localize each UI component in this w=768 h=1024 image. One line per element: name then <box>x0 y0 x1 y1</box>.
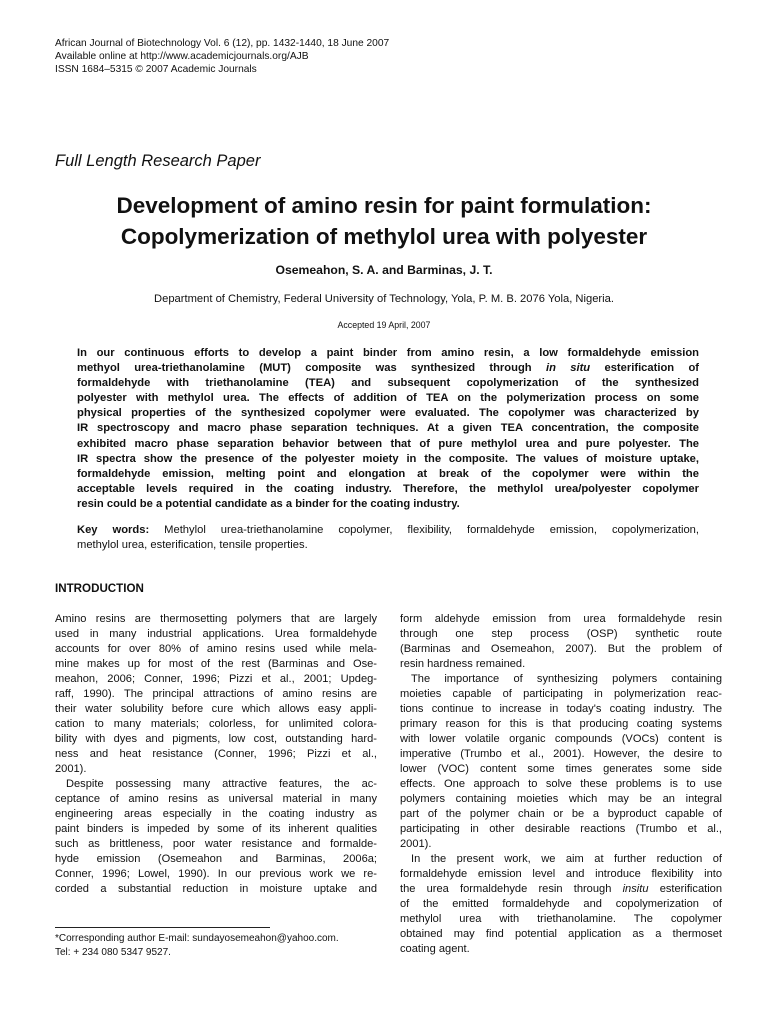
keywords-label: Key words: <box>77 524 150 536</box>
abstract <box>77 346 699 512</box>
body-line: corded a substantial reduction in moisture uptake and <box>55 883 377 895</box>
journal-url: Available online at http://www.academicjournals.org/AJB <box>55 51 309 62</box>
abstract-line: resin could be a potential candidate as a binder for the coating industry. <box>77 497 460 510</box>
abstract-line: methyol urea-triethanolamine (MUT) composite was synthesized through in situ esterification of <box>77 362 700 375</box>
paper-title <box>0 190 768 252</box>
body-line: cation to many materials; colorless, for unlimited colora- <box>55 718 377 730</box>
footnote-divider <box>55 927 270 928</box>
journal-issn: ISSN 1684–5315 © 2007 Academic Journals <box>55 64 257 75</box>
body-line: Conner, 1996; Lowel, 1990). In our previous work we re- <box>55 868 377 880</box>
section-heading-introduction: INTRODUCTION <box>55 582 144 595</box>
body-line: meahon, 2006; Conner, 1996; Pizzi et al., 2001; Updeg- <box>55 673 377 685</box>
body-line: Amino resins are thermosetting polymers that are largely <box>55 613 377 625</box>
keywords <box>77 523 699 553</box>
body-line: mine makes up for most of the rest (Barminas and Ose- <box>55 658 377 670</box>
abstract-italic-term: in situ <box>545 362 591 375</box>
title-line-1: Development of amino resin for paint formulation: <box>116 193 652 218</box>
body-line: resin hardness remained. <box>400 658 526 670</box>
body-line: used in many industrial applications. Urea formaldehyde <box>55 628 377 640</box>
body-line: ness and heat resistance (Conner, 1996; Pizzi et al., <box>55 748 377 760</box>
abstract-line: physical properties of the synthesized copolymer were evaluated. The copolymer was characterized by <box>77 407 699 420</box>
journal-citation: African Journal of Biotechnology Vol. 6 (12), pp. 1432-1440, 18 June 2007 <box>55 38 390 49</box>
body-line: accounts for over 80% of amino resins used while mela- <box>55 643 377 655</box>
right-column <box>400 612 722 957</box>
abstract-line: In our continuous efforts to develop a paint binder from amino resin, a low formaldehyde emission <box>77 347 699 359</box>
body-line: raff, 1990). The principal attractions of amino resins are <box>55 688 377 700</box>
abstract-line: polyester with methylol urea. The effects of addition of TEA on the polymerization process on some <box>77 392 699 405</box>
body-line: 2001). <box>400 838 432 850</box>
body-line: The importance of synthesizing polymers containing <box>411 673 722 685</box>
body-line: obtained may find potential application as a thermoset <box>400 928 722 940</box>
body-line: hyde emission (Osemeahon and Barminas, 2006a; <box>55 853 377 865</box>
footnote-phone: Tel: + 234 080 5347 9527. <box>55 947 171 958</box>
body-line: engineering areas especially in the coating industry as <box>55 808 377 820</box>
affiliation: Department of Chemistry, Federal University of Technology, Yola, P. M. B. 2076 Yola, Nigeria. <box>154 293 614 305</box>
body-line: In the present work, we aim at further reduction of <box>411 853 722 865</box>
body-line: such as brittleness, poor water resistance and formalde- <box>55 838 377 850</box>
abstract-line: formaldehyde emission, melting point and elongation at break of the copolymer were within the <box>77 467 699 480</box>
body-line: lower (VOC) content some times generates some side <box>400 763 722 775</box>
body-line: form aldehyde emission from urea formaldehyde resin <box>400 613 722 625</box>
footnote-email: *Corresponding author E-mail: sundayosemeahon@yahoo.com. <box>55 933 339 944</box>
body-line: primary reason for this is that producing coating systems <box>400 718 722 730</box>
body-line: with lower volatile organic compounds (VOCs) content is <box>400 733 722 745</box>
journal-header <box>55 37 389 76</box>
abstract-line: acceptable levels required in the coating industry. Therefore, the methylol urea/polyester copolymer <box>77 482 699 495</box>
body-line: paint binders is impeded by some of its inherent qualities <box>55 823 377 835</box>
body-line: Despite possessing many attractive features, the ac- <box>66 778 377 790</box>
body-line: bility with dyes and pigments, low cost, outstanding hard- <box>55 733 377 745</box>
body-line: ceptance of amino resins as universal material in many <box>55 793 377 805</box>
body-line: moieties capable of participating in polymerization reac- <box>400 688 722 700</box>
body-line: through one step process (OSP) synthetic route <box>400 628 722 640</box>
body-line: coating agent. <box>400 943 470 955</box>
body-line: imperative (Trumbo et al., 2001). However, the desire to <box>400 748 722 760</box>
abstract-line: exhibited macro phase separation behavior between that of pure methylol urea and pure polyester. The <box>77 437 699 450</box>
body-italic-term: insitu <box>622 883 649 895</box>
keywords-line: Key words: Methylol urea-triethanolamine copolymer, flexibility, formaldehyde emission, copolymerization, <box>77 524 699 536</box>
body-line: (Barminas and Osemeahon, 2007). But the problem of <box>400 643 722 655</box>
title-line-2: Copolymerization of methylol urea with polyester <box>120 224 648 249</box>
abstract-line: formaldehyde with triethanolamine (TEA) and subsequent copolymerization of the synthesized <box>77 377 699 390</box>
body-line: 2001). <box>55 763 87 775</box>
left-column <box>55 612 377 897</box>
body-line: their water solubility before cure which allows easy appli- <box>55 703 377 715</box>
body-line: of the emitted formaldehyde and copolymerization of <box>400 898 722 910</box>
paper-type: Full Length Research Paper <box>55 152 261 170</box>
body-line: polymers containing moieties which may be an integral <box>400 793 722 805</box>
body-line: formaldehyde emission level and introduce flexibility into <box>400 868 722 880</box>
accepted-date: Accepted 19 April, 2007 <box>337 320 431 330</box>
abstract-line: IR spectra show the presence of the polyester moiety in the composite. The values of moisture uptake, <box>77 452 699 465</box>
abstract-line: IR spectroscopy and macro phase separation techniques. At a given TEA concentration, the composite <box>77 422 699 435</box>
authors: Osemeahon, S. A. and Barminas, J. T. <box>275 263 493 277</box>
body-line: participating in other desirable reactions (Trumbo et al., <box>400 823 722 835</box>
body-line: tions continue to increase in today's coating industry. The <box>400 703 722 715</box>
keywords-line: methylol urea, esterification, tensile properties. <box>77 539 308 552</box>
body-line: part of the polymer chain or be a byproduct capable of <box>400 808 722 820</box>
body-line: effects. One approach to solve these problems is to use <box>400 778 722 790</box>
body-line: methylol urea with triethanolamine. The copolymer <box>400 913 722 925</box>
body-line: the urea formaldehyde resin through insitu esterification <box>400 883 722 895</box>
footnote <box>55 932 339 960</box>
